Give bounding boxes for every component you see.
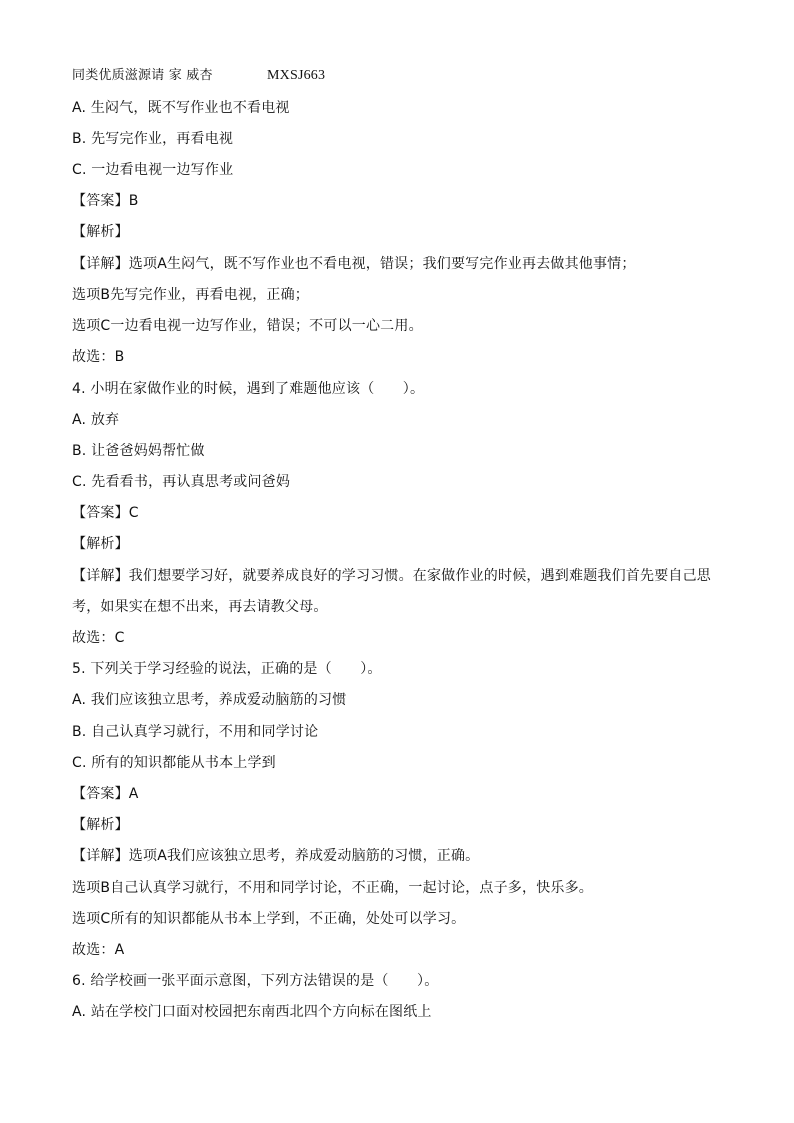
- header-watermark-text: 同类优质滋源请 家 威杏: [72, 68, 213, 83]
- explanation-line: 考，如果实在想不出来，再去请教父母。: [72, 599, 328, 615]
- question-6: 6. 给学校画一张平面示意图，下列方法错误的是（ ）。: [72, 973, 439, 989]
- analysis-heading: 【解析】: [72, 536, 129, 552]
- explanation-line: 选项C一边看电视一边写作业，错误；不可以一心二用。: [72, 318, 423, 334]
- choice-line: 故选：C: [72, 630, 125, 646]
- explanation-line: 【详解】选项A我们应该独立思考，养成爱动脑筋的习惯，正确。: [72, 848, 480, 864]
- choice-line: 故选：A: [72, 942, 125, 958]
- option-line: C. 先看看书，再认真思考或问爸妈: [72, 474, 291, 490]
- answer-line: 【答案】B: [72, 193, 139, 209]
- option-line: B. 先写完作业，再看电视: [72, 131, 234, 147]
- explanation-line: 选项B先写完作业，再看电视，正确；: [72, 287, 310, 303]
- explanation-line: 【详解】选项A生闷气，既不写作业也不看电视，错误；我们要写完作业再去做其他事情；: [72, 256, 636, 272]
- page-header: [72, 67, 734, 85]
- header-code: MXSJ663: [267, 68, 326, 83]
- option-line: C. 所有的知识都能从书本上学到: [72, 755, 276, 771]
- choice-line: 故选：B: [72, 349, 125, 365]
- explanation-line: 选项C所有的知识都能从书本上学到，不正确，处处可以学习。: [72, 911, 466, 927]
- option-line: A. 生闷气，既不写作业也不看电视: [72, 100, 290, 116]
- answer-line: 【答案】C: [72, 505, 139, 521]
- option-line: C. 一边看电视一边写作业: [72, 162, 234, 178]
- option-line: A. 放弃: [72, 412, 120, 428]
- option-line: B. 自己认真学习就行，不用和同学讨论: [72, 724, 319, 740]
- explanation-line: 【详解】我们想要学习好，就要养成良好的学习习惯。在家做作业的时候，遇到难题我们首先要自己思: [72, 568, 711, 584]
- answer-line: 【答案】A: [72, 786, 139, 802]
- analysis-heading: 【解析】: [72, 224, 129, 240]
- analysis-heading: 【解析】: [72, 817, 129, 833]
- option-line: A. 站在学校门口面对校园把东南西北四个方向标在图纸上: [72, 1004, 432, 1020]
- option-line: A. 我们应该独立思考，养成爱动脑筋的习惯: [72, 692, 347, 708]
- option-line: B. 让爸爸妈妈帮忙做: [72, 443, 205, 459]
- explanation-line: 选项B自己认真学习就行，不用和同学讨论，不正确，一起讨论，点子多，快乐多。: [72, 880, 594, 896]
- question-5: 5. 下列关于学习经验的说法，正确的是（ ）。: [72, 661, 382, 677]
- question-4: 4. 小明在家做作业的时候，遇到了难题他应该（ ）。: [72, 381, 425, 397]
